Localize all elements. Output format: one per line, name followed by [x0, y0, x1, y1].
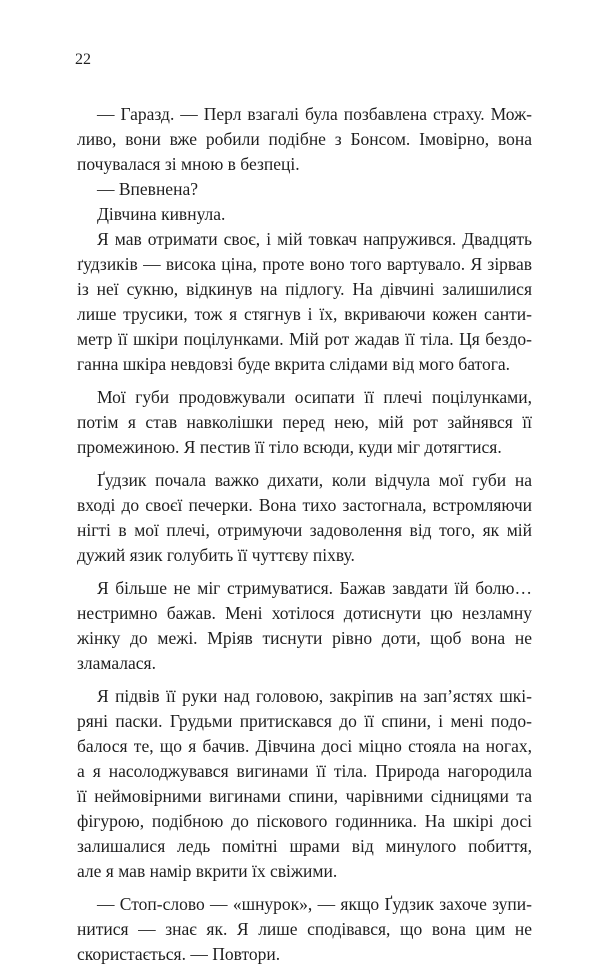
text-line: метр її шкіри поцілунками. Мій рот жадав її тіла. Ця бездо- [77, 329, 532, 349]
text-line: ганна шкіра невдовзі буде вкрита слідами від мого батога. [77, 354, 511, 374]
text-line: із неї сукню, відкинув на підлогу. На дівчині залишилися [77, 279, 532, 299]
text-line: залишалися ледь помітні шрами від минулого побиття, [77, 836, 532, 856]
text-line: ряні паски. Грудьми притискався до її спини, і мені подо- [77, 711, 532, 731]
text-line: нитися — знає як. Я лише сподівався, що вона цим не [77, 919, 532, 939]
text-line: Ґудзик почала важко дихати, коли відчула мої губи на [97, 470, 532, 490]
text-line: дужий язик голубить її чуттєву піхву. [77, 545, 355, 565]
text-line: жінку до межі. Мріяв тиснути рівно доти, щоб вона не [77, 628, 532, 648]
text-line: — Гаразд. — Перл взагалі була позбавлена страху. Мож- [97, 104, 532, 124]
text-line: Мої губи продовжували осипати її плечі поцілунками, [97, 387, 532, 407]
text-line: Я більше не міг стримуватися. Бажав завдати їй болю… [97, 578, 532, 598]
paragraph [77, 892, 532, 967]
paragraph [77, 177, 532, 202]
text-line: фігурою, подібною до піскового годинника. На шкірі досі [77, 811, 532, 831]
text-line: балося те, що я бачив. Дівчина досі міцно стояла на ногах, [77, 736, 532, 756]
paragraph [77, 576, 532, 676]
text-line: її неймовірними вигинами спини, чарівними сідницями та [77, 786, 532, 806]
text-line: зламалася. [77, 653, 156, 673]
text-line: нігті в мої плечі, отримуючи задоволення від того, як мій [77, 520, 532, 540]
paragraph [77, 102, 532, 177]
text-line: — Впевнена? [97, 179, 198, 199]
text-line: Я підвів її руки над головою, закріпив на зап’ястях шкі- [97, 686, 532, 706]
text-line: але я мав намір вкрити їх свіжими. [77, 861, 338, 881]
text-line: а я насолоджувався вигинами її тіла. Природа нагородила [77, 761, 532, 781]
paragraph [77, 202, 532, 227]
text-line: нестримно бажав. Мені хотілося дотиснути цю незламну [77, 603, 532, 623]
text-line: почувалася зі мною в безпеці. [77, 154, 300, 174]
body-text [77, 102, 532, 967]
text-line: ґудзиків — висока ціна, проте воно того вартувало. Я зірвав [77, 254, 532, 274]
paragraph [77, 385, 532, 460]
text-line: Я мав отримати своє, і мій товкач напружився. Двадцять [97, 229, 532, 249]
paragraph [77, 684, 532, 884]
text-line: лише трусики, тож я стягнув і їх, вкриваючи кожен санти- [77, 304, 532, 324]
paragraph [77, 227, 532, 377]
text-line: ливо, вони вже робили подібне з Бонсом. Імовірно, вона [77, 129, 532, 149]
text-line: вході до своєї печерки. Вона тихо застогнала, встромляючи [77, 495, 532, 515]
page-number: 22 [75, 51, 91, 68]
text-line: промежиною. Я пестив її тіло всюди, куди міг дотягтися. [77, 437, 502, 457]
paragraph [77, 468, 532, 568]
text-line: — Стоп-слово — «шнурок», — якщо Ґудзик захоче зупи- [97, 894, 532, 914]
text-line: скористається. — Повтори. [77, 944, 281, 964]
text-line: потім я став навколішки перед нею, мій рот зайнявся її [77, 412, 532, 432]
text-line: Дівчина кивнула. [97, 204, 226, 224]
